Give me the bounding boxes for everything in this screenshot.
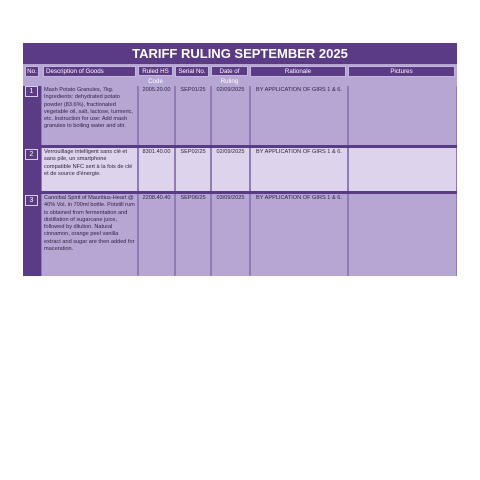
rationale-cell: BY APPLICATION OF GIRS 1 & 6. [250,86,348,145]
pictures-cell [348,148,457,191]
table-row [23,86,457,145]
tariff-ruling-table [23,43,457,276]
serial-cell: SEP01/25 [175,86,211,145]
col-header-date-line2: Ruling [220,78,239,85]
serial-cell: SEP06/25 [175,194,211,276]
serial-cell: SEP02/25 [175,148,211,191]
date-cell: 02/09/2025 [211,86,250,145]
pictures-cell [348,86,457,145]
col-header-hs-code-line2: Code [148,78,163,85]
date-cell: 02/09/2025 [211,148,250,191]
rationale-cell: BY APPLICATION OF GIRS 1 & 6. [250,148,348,191]
col-header-pictures: Pictures [348,66,455,77]
date-cell: 03/09/2025 [211,194,250,276]
table-row [23,148,457,191]
pictures-cell [348,194,457,276]
table-title: TARIFF RULING SEPTEMBER 2025 [23,43,457,64]
row-number-strip [23,194,41,276]
col-header-no: No. [25,66,39,77]
col-header-rationale: Rationale [250,66,346,77]
hs-code-cell: 2208.40.40 [138,194,175,276]
hs-code-cell: 2005.20.00 [138,86,175,145]
rationale-cell: BY APPLICATION OF GIRS 1 & 6. [250,194,348,276]
col-header-serial: Serial No. [175,66,209,77]
col-header-date: Date of [211,66,248,76]
hs-code-cell: 8301.40.00 [138,148,175,191]
description-cell: Verrouillage intelligent sans clé et sans pile, un smartphone compatible NFC sert à la fois de clé et de source d'énergie. [41,148,138,191]
row-number: 3 [25,195,38,206]
table-row [23,194,457,276]
row-number: 1 [25,86,38,97]
description-cell: Mash Potato Granules, 7kg. Ingredients: dehydrated potato powder (83.6%), fractionated vegetable oil, salt, lactose, turmeric, etc. Instruction for use: Add mash granules to boiling water and stir. [41,86,138,145]
col-header-description: Description of Goods [43,66,136,77]
row-number: 2 [25,149,38,160]
description-cell: Cannibal Spirit of Mauritius-Heart @ 40% Vol. in 700ml bottle. Potstill rum is obtained from fermentation and distillation of sugarcane juice, followed by dilution. Natural cinnamon, orange peel vanilla extract and sugar are then added for maceration. [41,194,138,276]
col-header-hs-code: Ruled HS [138,66,173,76]
